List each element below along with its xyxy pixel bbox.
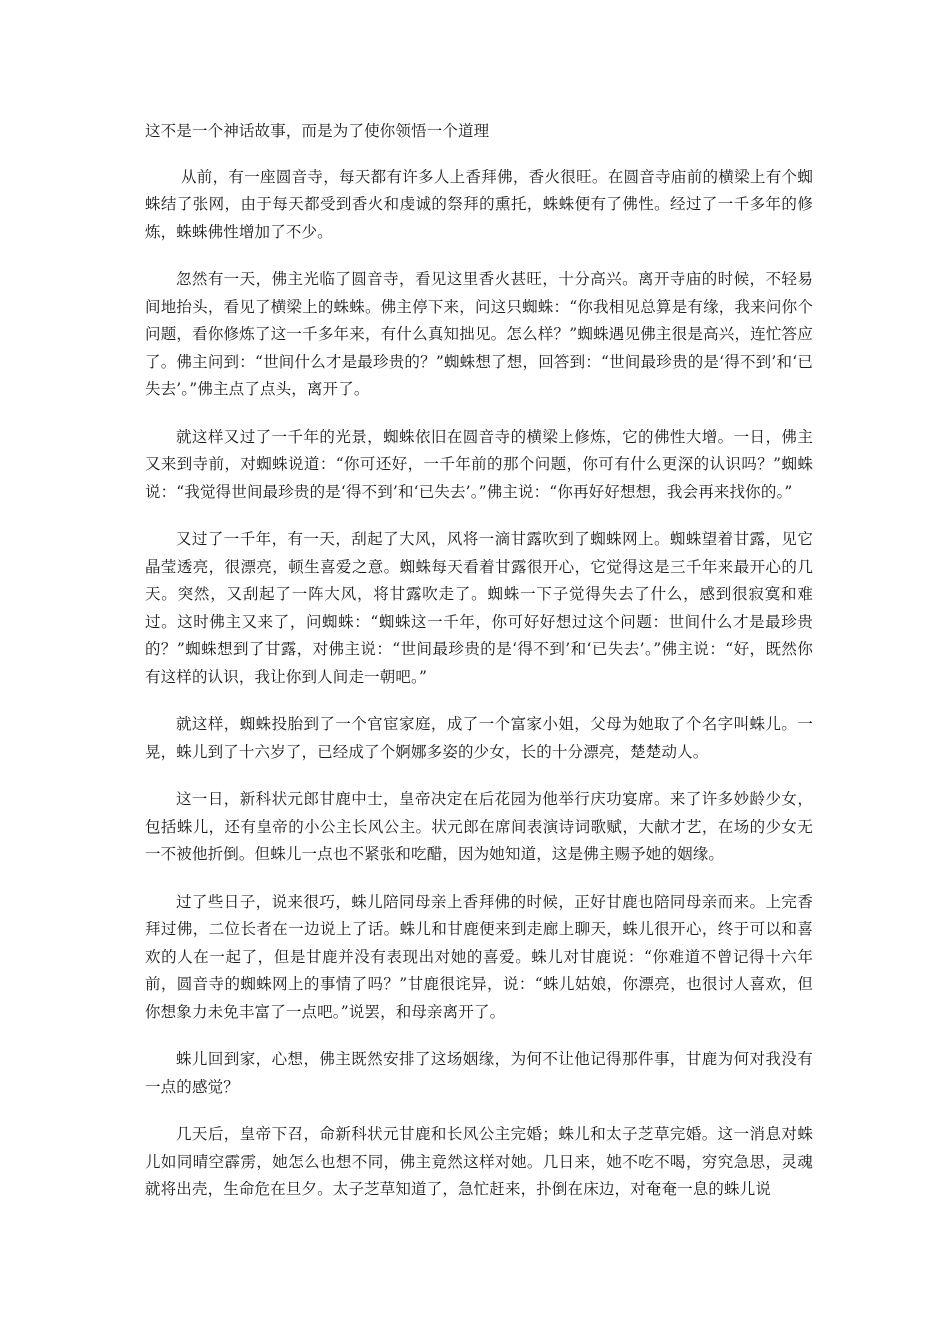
paragraph-banquet: 这一日，新科状元郎甘鹿中士，皇帝决定在后花园为他举行庆功宴席。来了许多妙龄少女，包括蛛儿，还有皇帝的小公主长风公主。状元郎在席间表演诗词歌赋，大献才艺，在场的少女无一不被他折倒。但蛛儿一点也不紧张和吃醋，因为她知道，这是佛主赐予她的姻缘。 bbox=[145, 790, 813, 863]
document-title: 这不是一个神话故事，而是为了使你领悟一个道理 bbox=[145, 122, 490, 140]
paragraph-imperial-decree: 几天后，皇帝下召，命新科状元甘鹿和长风公主完婚；蛛儿和太子芝草完婚。这一消息对蛛儿如同晴空霹雳，她怎么也想不同，佛主竟然这样对她。几日来，她不吃不喝，穷究急思，灵魂就将出壳，生命危在旦夕。太子芝草知道了，急忙赶来，扑倒在床边，对奄奄一息的蛛儿说 bbox=[145, 1125, 813, 1198]
paragraph-reincarnation: 就这样，蜘蛛投胎到了一个官宦家庭，成了一个富家小姐，父母为她取了个名字叫蛛儿。一晃，蛛儿到了十六岁了，已经成了个婀娜多姿的少女，长的十分漂亮，楚楚动人。 bbox=[145, 715, 813, 761]
paragraph-temple-meeting: 过了些日子，说来很巧，蛛儿陪同母亲上香拜佛的时候，正好甘鹿也陪同母亲而来。上完香拜过佛，二位长者在一边说上了话。蛛儿和甘鹿便来到走廊上聊天，蛛儿很开心，终于可以和喜欢的人在一起了，但是甘鹿并没有表现出对她的喜爱。蛛儿对甘鹿说：“你难道不曾记得十六年前，圆音寺的蜘蛛网上的事情了吗？”甘鹿很诧异，说：“蛛儿姑娘，你漂亮，也很讨人喜欢，但你想象力未免丰富了一点吧。”说罢，和母亲离开了。 bbox=[145, 892, 813, 1021]
paragraph-zhuer-thoughts: 蛛儿回到家，心想，佛主既然安排了这场姻缘，为何不让他记得那件事，甘鹿为何对我没有一点的感觉？ bbox=[145, 1050, 813, 1096]
paragraph-dew-drop: 又过了一千年，有一天，刮起了大风，风将一滴甘露吹到了蜘蛛网上。蜘蛛望着甘露，见它晶莹透亮，很漂亮，顿生喜爱之意。蜘蛛每天看着甘露很开心，它觉得这是三千年来最开心的几天。突然，又刮起了一阵大风，将甘露吹走了。蜘蛛一下子觉得失去了什么，感到很寂寞和难过。这时佛主又来了，问蜘蛛：“蜘蛛这一千年，你可好好想过这个问题：世间什么才是最珍贵的？”蜘蛛想到了甘露，对佛主说：“世间最珍贵的是‘得不到’和‘已失去’。”佛主说：“好，既然你有这样的认识，我让你到人间走一朝吧。” bbox=[145, 530, 813, 686]
paragraph-buddha-second-visit: 就这样又过了一千年的光景，蜘蛛依旧在圆音寺的横梁上修炼，它的佛性大增。一日，佛主又来到寺前，对蜘蛛说道：“你可还好，一千年前的那个问题，你可有什么更深的认识吗？”蜘蛛说：“我觉得世间最珍贵的是‘得不到’和‘已失去’。”佛主说：“你再好好想想，我会再来找你的。” bbox=[145, 427, 813, 501]
paragraph-buddha-first-visit: 忽然有一天，佛主光临了圆音寺，看见这里香火甚旺，十分高兴。离开寺庙的时候，不轻易间地抬头，看见了横梁上的蛛蛛。佛主停下来，问这只蜘蛛：“你我相见总算是有缘，我来问你个问题，看你修炼了这一千多年来，有什么真知拙见。怎么样？”蜘蛛遇见佛主很是高兴，连忙答应了。佛主问到：“世间什么才是最珍贵的？”蜘蛛想了想，回答到：“世间最珍贵的是‘得不到’和‘已失去’。”佛主点了点头，离开了。 bbox=[145, 270, 813, 398]
paragraph-temple-spider: 从前，有一座圆音寺，每天都有许多人上香拜佛，香火很旺。在圆音寺庙前的横梁上有个蜘蛛结了张网，由于每天都受到香火和虔诚的祭拜的熏托，蛛蛛便有了佛性。经过了一千多年的修炼，蛛蛛佛性增加了不少。 bbox=[145, 167, 813, 241]
document-page bbox=[145, 118, 813, 1224]
